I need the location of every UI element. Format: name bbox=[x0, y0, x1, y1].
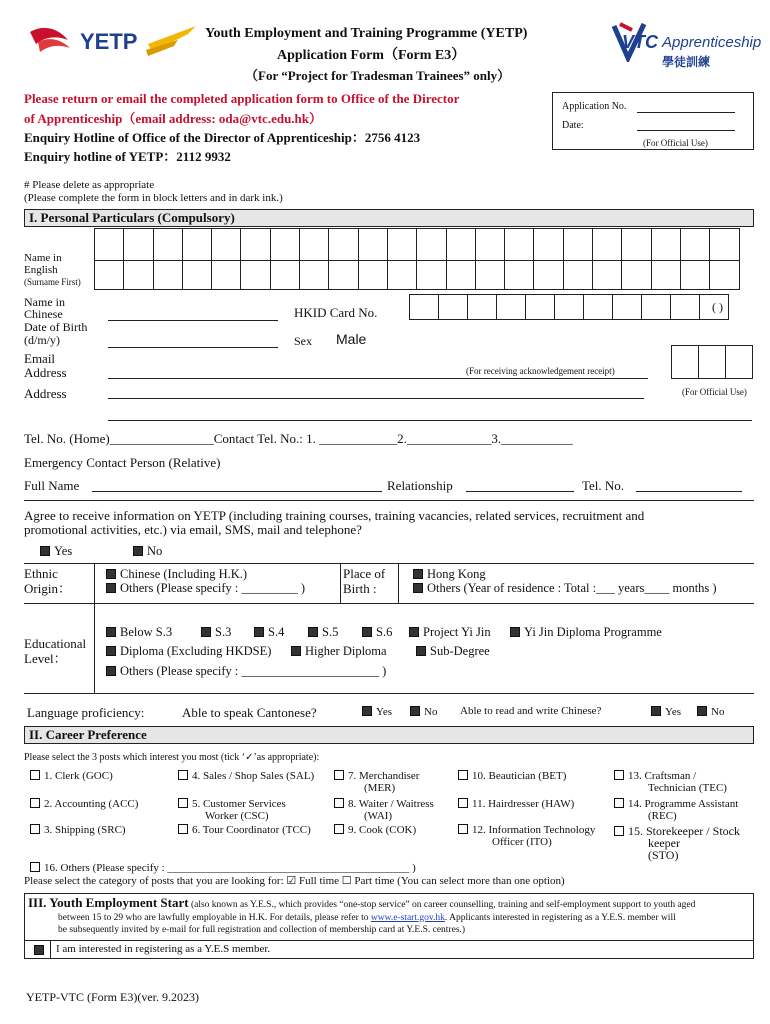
grid-cell[interactable] bbox=[475, 228, 505, 261]
grid-cell[interactable] bbox=[563, 228, 593, 261]
career-post-option[interactable] bbox=[458, 798, 574, 810]
career-post-checkbox[interactable] bbox=[458, 770, 468, 780]
notice-line2: of Apprenticeship（email address: oda@vtc.edu.hk） bbox=[24, 111, 323, 126]
grid-cell[interactable] bbox=[467, 294, 497, 320]
grid-cell[interactable] bbox=[671, 345, 699, 379]
pob-others-checkbox[interactable] bbox=[413, 583, 423, 593]
career-post-label: 4. Sales / Shop Sales (SAL) bbox=[192, 770, 315, 782]
grid-cell[interactable] bbox=[641, 294, 671, 320]
sex-label: Sex bbox=[294, 334, 312, 348]
form-title-line1: Youth Employment and Training Programme (YETP) bbox=[205, 26, 528, 41]
career-post-label-continued bbox=[364, 810, 392, 822]
career-post-label-continued bbox=[648, 782, 727, 794]
date-label: Date: bbox=[562, 120, 584, 131]
post-others-option[interactable]: 16. Others (Please specify : ____________________________________________ ) bbox=[30, 862, 416, 874]
chinese-no-option[interactable]: No bbox=[697, 706, 724, 718]
consent-yes-option[interactable]: Yes bbox=[40, 544, 72, 559]
career-post-label: 8. Waiter / Waitress bbox=[348, 798, 434, 810]
grid-cell[interactable] bbox=[358, 228, 388, 261]
career-post-option[interactable] bbox=[178, 798, 286, 810]
career-post-option[interactable] bbox=[178, 770, 314, 782]
email-label: Email Address bbox=[24, 351, 67, 380]
grid-cell[interactable] bbox=[270, 228, 300, 261]
grid-cell[interactable] bbox=[123, 260, 153, 290]
career-post-label-continued bbox=[492, 836, 552, 848]
section3-title: III. Youth Employment Start bbox=[28, 895, 189, 910]
grid-cell[interactable] bbox=[621, 228, 651, 261]
edu-s3-option[interactable]: S.3 bbox=[201, 625, 231, 640]
career-post-label-continued bbox=[364, 782, 395, 794]
edu-s3-checkbox[interactable] bbox=[201, 627, 211, 637]
yetp-logo bbox=[28, 22, 200, 62]
career-post-label: 11. Hairdresser (HAW) bbox=[472, 798, 575, 810]
career-post-label: 6. Tour Coordinator (TCC) bbox=[192, 824, 311, 836]
grid-cell[interactable] bbox=[563, 260, 593, 290]
career-post-label: keeper bbox=[648, 836, 680, 850]
grid-cell[interactable] bbox=[612, 294, 642, 320]
edu-sub-degree-checkbox[interactable] bbox=[416, 646, 426, 656]
edu-s5-option[interactable]: S.5 bbox=[308, 625, 338, 640]
edu-yi-jin-diploma-option[interactable]: Yi Jin Diploma Programme bbox=[510, 625, 662, 640]
agree-question-line1: Agree to receive information on YETP (including training courses, training vacancies, related services, recruitment and bbox=[24, 508, 645, 523]
consent-no-checkbox[interactable] bbox=[133, 546, 143, 556]
email-field[interactable] bbox=[108, 378, 648, 379]
grid-cell[interactable] bbox=[592, 260, 622, 290]
chinese-no-checkbox[interactable] bbox=[697, 706, 707, 716]
grid-cell[interactable] bbox=[446, 260, 476, 290]
edu-s4-checkbox[interactable] bbox=[254, 627, 264, 637]
ethnic-origin-label: Ethnic Origin： bbox=[24, 566, 71, 596]
grid-cell[interactable] bbox=[651, 228, 681, 261]
grid-cell[interactable] bbox=[240, 260, 270, 290]
career-post-checkbox[interactable] bbox=[614, 770, 624, 780]
name-english-grid-row2[interactable] bbox=[95, 260, 740, 290]
career-post-option[interactable] bbox=[334, 770, 419, 782]
grid-cell[interactable] bbox=[504, 228, 534, 261]
yetp-logo-text: YETP bbox=[80, 29, 138, 54]
vtc-logo-text: VTC bbox=[622, 32, 658, 52]
grid-cell[interactable] bbox=[525, 294, 555, 320]
career-post-label: 14. Programme Assistant bbox=[628, 798, 739, 810]
address-official-use-label: (For Official Use) bbox=[682, 387, 747, 397]
name-chinese-label: Name in Chinese bbox=[24, 295, 65, 321]
grid-cell[interactable] bbox=[182, 260, 212, 290]
grid-cell[interactable] bbox=[328, 260, 358, 290]
career-post-checkbox[interactable] bbox=[178, 824, 188, 834]
ethnic-chinese-option[interactable]: Chinese (Including H.K.) bbox=[106, 567, 247, 582]
career-post-checkbox[interactable] bbox=[458, 798, 468, 808]
delete-note: # Please delete as appropriate bbox=[24, 179, 155, 191]
grid-cell[interactable] bbox=[94, 228, 124, 261]
relationship-field[interactable] bbox=[466, 491, 574, 492]
grid-cell[interactable] bbox=[182, 228, 212, 261]
career-post-checkbox[interactable] bbox=[334, 770, 344, 780]
career-post-label: 3. Shipping (SRC) bbox=[44, 824, 126, 836]
edu-yi-jin-checkbox[interactable] bbox=[409, 627, 419, 637]
edu-yi-jin-option[interactable]: Project Yi Jin bbox=[409, 625, 491, 640]
career-post-label: 12. Information Technology bbox=[472, 824, 596, 836]
career-post-checkbox[interactable] bbox=[614, 826, 624, 836]
career-instruction: Please select the 3 posts which interest you most (tick ‘✓’as appropriate): bbox=[24, 752, 320, 763]
grid-cell[interactable] bbox=[621, 260, 651, 290]
grid-cell[interactable] bbox=[240, 228, 270, 261]
vtc-logo bbox=[610, 22, 760, 72]
career-post-checkbox[interactable] bbox=[30, 770, 40, 780]
grid-cell[interactable] bbox=[446, 228, 476, 261]
career-post-checkbox[interactable] bbox=[178, 798, 188, 808]
grid-cell[interactable] bbox=[153, 228, 183, 261]
chinese-literacy-question: Able to read and write Chinese? bbox=[460, 705, 602, 717]
official-use-grid bbox=[672, 345, 753, 379]
post-category-line[interactable]: Please select the category of posts that you are looking for: ☑ Full time ☐ Part time (You can select more than one option) bbox=[24, 875, 565, 887]
career-post-option[interactable] bbox=[458, 824, 595, 836]
pob-others-option[interactable]: Others (Year of residence : Total :___ years____ months ) bbox=[413, 581, 717, 596]
grid-cell[interactable] bbox=[504, 260, 534, 290]
consent-yes-checkbox[interactable] bbox=[40, 546, 50, 556]
grid-cell[interactable] bbox=[299, 260, 329, 290]
edu-below-s3-option[interactable]: Below S.3 bbox=[106, 625, 172, 640]
grid-cell[interactable] bbox=[416, 260, 446, 290]
yes-register-label: I am interested in registering as a Y.E.S member. bbox=[56, 943, 271, 955]
career-post-label: 9. Cook (COK) bbox=[348, 824, 417, 836]
block-letters-note: (Please complete the form in block letters and in dark ink.) bbox=[24, 192, 283, 204]
career-post-label: 5. Customer Services bbox=[192, 798, 286, 810]
name-chinese-field[interactable] bbox=[108, 320, 278, 321]
career-post-option[interactable] bbox=[30, 770, 113, 782]
grid-cell[interactable] bbox=[211, 228, 241, 261]
career-post-label: 1. Clerk (GOC) bbox=[44, 770, 113, 782]
grid-cell[interactable] bbox=[270, 260, 300, 290]
career-post-option[interactable] bbox=[614, 798, 738, 810]
cantonese-yes-checkbox[interactable] bbox=[362, 706, 372, 716]
dob-label: Date of Birth (d/m/y) bbox=[24, 320, 88, 347]
edu-diploma-checkbox[interactable] bbox=[106, 646, 116, 656]
grid-cell[interactable] bbox=[328, 228, 358, 261]
grid-cell[interactable] bbox=[533, 228, 563, 261]
consent-no-option[interactable]: No bbox=[133, 544, 162, 559]
edu-yi-jin-diploma-checkbox[interactable] bbox=[510, 627, 520, 637]
post-others-checkbox[interactable] bbox=[30, 862, 40, 872]
grid-cell[interactable] bbox=[153, 260, 183, 290]
career-post-label-continued bbox=[648, 848, 678, 863]
grid-cell[interactable] bbox=[123, 228, 153, 261]
ack-note: (For receiving acknowledgement receipt) bbox=[466, 366, 615, 376]
emergency-tel-label: Tel. No. bbox=[582, 478, 625, 493]
edu-higher-diploma-checkbox[interactable] bbox=[291, 646, 301, 656]
cantonese-no-option[interactable]: No bbox=[410, 706, 437, 718]
emergency-full-name-field[interactable] bbox=[92, 491, 382, 492]
career-post-label: Technician (TEC) bbox=[648, 782, 727, 794]
emergency-tel-field[interactable] bbox=[636, 491, 742, 492]
career-post-label: (WAI) bbox=[364, 810, 393, 822]
grid-cell[interactable] bbox=[592, 228, 622, 261]
edu-s5-checkbox[interactable] bbox=[308, 627, 318, 637]
chinese-yes-checkbox[interactable] bbox=[651, 706, 661, 716]
vtc-chinese: 學徒訓練 bbox=[662, 55, 711, 69]
form-title-line2: Application Form（Form E3） bbox=[277, 48, 466, 63]
edu-s6-option[interactable]: S.6 bbox=[362, 625, 392, 640]
career-post-label-continued bbox=[205, 810, 269, 822]
grid-cell[interactable] bbox=[299, 228, 329, 261]
ethnic-others-checkbox[interactable] bbox=[106, 583, 116, 593]
language-proficiency-label: Language proficiency: bbox=[27, 705, 145, 720]
chinese-yes-option[interactable]: Yes bbox=[651, 706, 681, 718]
grid-cell[interactable] bbox=[554, 294, 584, 320]
career-post-checkbox[interactable] bbox=[30, 798, 40, 808]
grid-cell[interactable] bbox=[651, 260, 681, 290]
grid-cell[interactable] bbox=[409, 294, 439, 320]
career-post-checkbox[interactable] bbox=[334, 824, 344, 834]
place-of-birth-label: Place of Birth : bbox=[343, 566, 386, 596]
agree-question-line2: promotional activities, etc.) via email, SMS, mail and telephone? bbox=[24, 522, 362, 537]
career-post-option[interactable] bbox=[614, 770, 696, 782]
cantonese-yes-option[interactable]: Yes bbox=[362, 706, 392, 718]
career-post-option[interactable] bbox=[334, 824, 416, 836]
address-field-line2[interactable] bbox=[108, 420, 752, 421]
career-post-checkbox[interactable] bbox=[334, 798, 344, 808]
hkid-label: HKID Card No. bbox=[294, 305, 378, 320]
career-post-option[interactable] bbox=[30, 824, 126, 836]
name-english-grid-row1[interactable] bbox=[95, 228, 740, 261]
grid-cell[interactable] bbox=[94, 260, 124, 290]
edu-s6-checkbox[interactable] bbox=[362, 627, 372, 637]
enquiry-hotline-yetp: Enquiry hotline of YETP：2112 9932 bbox=[24, 149, 231, 164]
grid-cell[interactable] bbox=[698, 345, 726, 379]
tel-numbers-line[interactable]: Tel. No. (Home)________________Contact Tel. No.: 1. ____________2._____________3.___________ bbox=[24, 431, 573, 446]
full-name-label: Full Name bbox=[24, 478, 80, 493]
career-post-option[interactable] bbox=[458, 770, 566, 782]
career-post-label: Worker (CSC) bbox=[205, 810, 269, 822]
form-title-line3: （For “Project for Tradesman Trainees” only） bbox=[245, 68, 511, 83]
pob-hong-kong-option[interactable]: Hong Kong bbox=[413, 567, 486, 582]
ethnic-chinese-checkbox[interactable] bbox=[106, 569, 116, 579]
career-post-label: 13. Craftsman / bbox=[628, 770, 697, 782]
grid-cell[interactable] bbox=[709, 260, 739, 290]
career-post-label-continued bbox=[648, 810, 677, 822]
application-no-label: Application No. bbox=[562, 101, 627, 112]
grid-cell[interactable] bbox=[583, 294, 613, 320]
cantonese-question: Able to speak Cantonese? bbox=[182, 705, 317, 720]
grid-cell[interactable] bbox=[358, 260, 388, 290]
career-post-option[interactable] bbox=[334, 798, 434, 810]
grid-cell[interactable] bbox=[416, 228, 446, 261]
edu-higher-diploma-option[interactable]: Higher Diploma bbox=[291, 644, 387, 659]
grid-cell[interactable] bbox=[387, 260, 417, 290]
section2-title: II. Career Preference bbox=[24, 726, 754, 744]
sex-value[interactable]: Male bbox=[336, 331, 367, 347]
emergency-contact-heading: Emergency Contact Person (Relative) bbox=[24, 455, 221, 470]
career-post-label: 7. Merchandiser bbox=[348, 770, 420, 782]
enquiry-hotline-oda: Enquiry Hotline of Office of the Director of Apprenticeship：2756 4123 bbox=[24, 130, 421, 145]
career-post-label: 15. Storekeeper / Stock bbox=[628, 824, 740, 838]
for-official-use-label: (For Official Use) bbox=[643, 138, 708, 148]
grid-cell[interactable] bbox=[438, 294, 468, 320]
grid-cell[interactable] bbox=[387, 228, 417, 261]
cantonese-no-checkbox[interactable] bbox=[410, 706, 420, 716]
section1-title: I. Personal Particulars (Compulsory) bbox=[24, 209, 754, 227]
e-start-link[interactable]: www.e-start.gov.hk bbox=[370, 912, 445, 923]
grid-cell[interactable] bbox=[725, 345, 753, 379]
career-post-checkbox[interactable] bbox=[178, 770, 188, 780]
grid-cell[interactable] bbox=[670, 294, 700, 320]
career-post-label: (REC) bbox=[648, 810, 677, 822]
grid-cell[interactable] bbox=[709, 228, 739, 261]
form-version: YETP-VTC (Form E3)(ver. 9.2023) bbox=[26, 990, 199, 1004]
edu-below-s3-checkbox[interactable] bbox=[106, 627, 116, 637]
section3-desc: III. Youth Employment Start (also known as Y.E.S., which provides “one-stop service” on career counselling, training and self-employment support to youth aged between 15 to 29 who are lawfully employable in H.K. For details, please refer to www.e-start.gov.hk. Applicants interested in registering as a Y.E.S. member will be subsequently invited by e-mail for full registration and collection of membership card at Y.E.S. centres.) bbox=[28, 895, 696, 935]
edu-diploma-option[interactable]: Diploma (Excluding HKDSE) bbox=[106, 644, 271, 659]
edu-others-option[interactable]: Others (Please specify : ______________________ ) bbox=[106, 664, 386, 679]
notice-line1: Please return or email the completed application form to Office of the Director bbox=[24, 91, 460, 106]
career-post-checkbox[interactable] bbox=[30, 824, 40, 834]
official-use-box bbox=[552, 92, 754, 150]
grid-cell[interactable] bbox=[211, 260, 241, 290]
career-post-label: 2. Accounting (ACC) bbox=[44, 798, 139, 810]
edu-others-checkbox[interactable] bbox=[106, 666, 116, 676]
education-level-label: Educational Level： bbox=[24, 636, 87, 666]
career-post-label: Officer (ITO) bbox=[492, 836, 552, 848]
pob-hong-kong-checkbox[interactable] bbox=[413, 569, 423, 579]
career-post-option[interactable] bbox=[30, 798, 138, 810]
name-english-label: Name in English (Surname First) bbox=[24, 252, 81, 287]
grid-cell[interactable] bbox=[475, 260, 505, 290]
edu-s4-option[interactable]: S.4 bbox=[254, 625, 284, 640]
edu-sub-degree-option[interactable]: Sub-Degree bbox=[416, 644, 490, 659]
address-field-line1[interactable] bbox=[108, 398, 644, 399]
career-post-checkbox[interactable] bbox=[614, 798, 624, 808]
career-post-label: (MER) bbox=[364, 782, 396, 794]
career-post-label: (STO) bbox=[648, 848, 679, 862]
career-post-label: 10. Beautician (BET) bbox=[472, 770, 567, 782]
address-label: Address bbox=[24, 386, 67, 401]
ethnic-others-option[interactable]: Others (Please specify : _________ ) bbox=[106, 581, 305, 596]
relationship-label: Relationship bbox=[387, 478, 453, 493]
career-post-checkbox[interactable] bbox=[458, 824, 468, 834]
grid-cell[interactable] bbox=[680, 228, 710, 261]
yes-register-checkbox[interactable] bbox=[34, 945, 44, 955]
career-post-option[interactable] bbox=[178, 824, 311, 836]
dob-field[interactable] bbox=[108, 347, 278, 348]
hkid-check-digit: ( ) bbox=[712, 300, 723, 314]
vtc-apprenticeship: Apprenticeship bbox=[662, 34, 762, 51]
grid-cell[interactable] bbox=[680, 260, 710, 290]
hkid-grid[interactable] bbox=[410, 294, 729, 320]
grid-cell[interactable] bbox=[496, 294, 526, 320]
grid-cell[interactable] bbox=[533, 260, 563, 290]
